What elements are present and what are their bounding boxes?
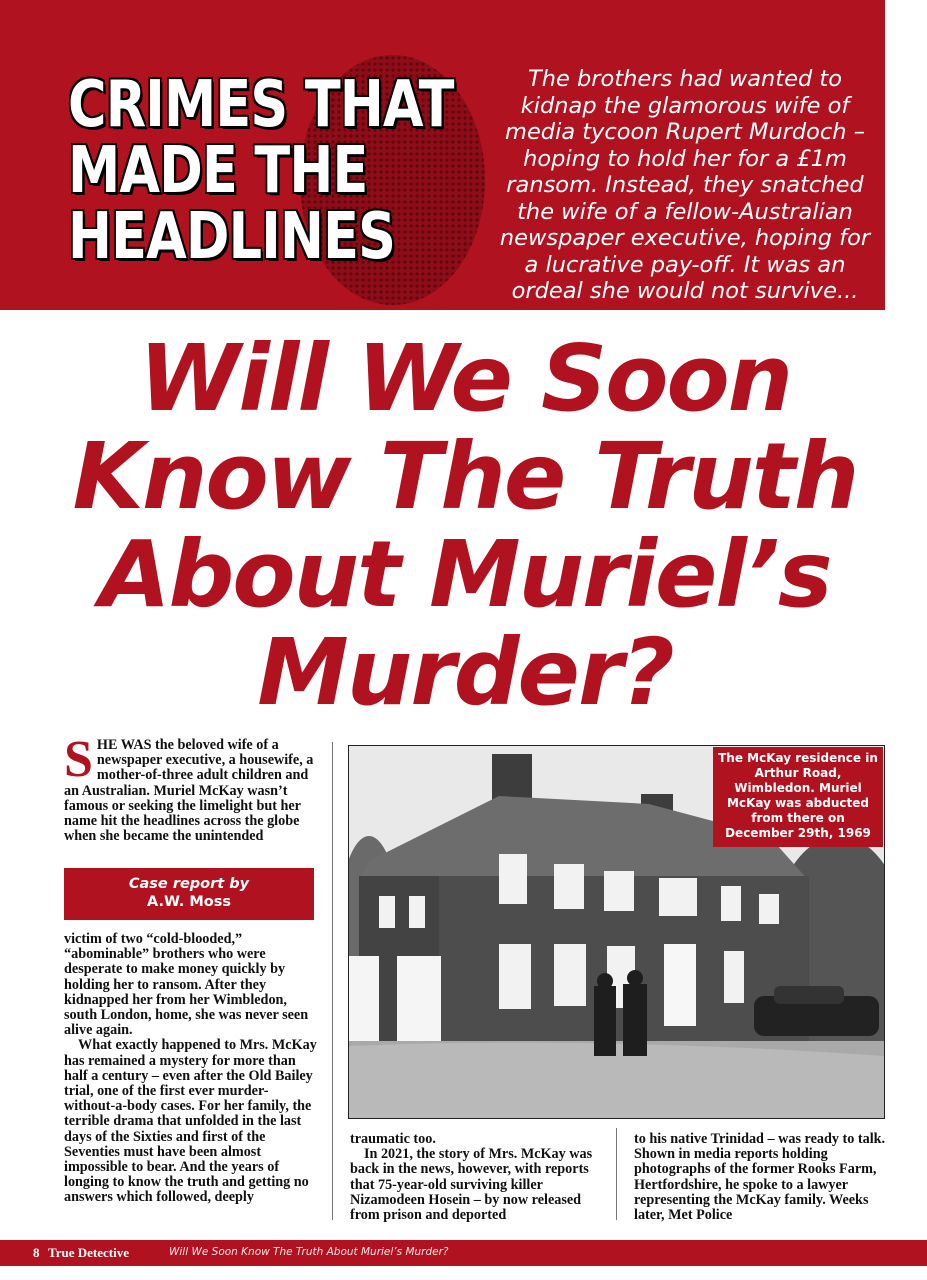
- photo-caption: The McKay residence in Arthur Road, Wimbledon. Muriel McKay was abducted from there on December 29th, 1969: [713, 747, 883, 847]
- page-footer: [0, 1240, 927, 1266]
- byline-author: A.W. Moss: [146, 894, 232, 910]
- column-3: [634, 1132, 886, 1223]
- column-divider: [616, 1128, 617, 1220]
- header-banner: [0, 0, 885, 310]
- kicker-line: CRIMES THAT: [68, 68, 454, 142]
- column-2: [350, 1132, 606, 1223]
- byline-box: [64, 868, 314, 920]
- body-paragraph: to his native Trinidad – was ready to talk. Shown in media reports holding photographs of the former Rooks Farm, Hertfordshire, he spoke to a lawyer representing the McKay family. Weeks later, Met Police: [634, 1131, 886, 1224]
- body-paragraph: victim of two “cold-blooded,” “abominable” brothers who were desperate to make money quickly by holding her to ransom. After they kidnapped her from her Wimbledon, south London, home, she was never seen alive again.: [64, 931, 309, 1039]
- page-number: 8: [33, 1245, 40, 1260]
- headline-line: Will We Soon: [138, 325, 792, 432]
- column-divider: [332, 742, 333, 1220]
- body-paragraph: What exactly happened to Mrs. McKay has remained a mystery for more than half a century – even after the Old Bailey trial, one of the first ever murder-without-a-body cases. For her family, the terrible drama that unfolded in the last days of the Sixties and first of the Seventies must have been almost impossible to bear. And the years of longing to know the truth and getting no answers which followed, deeply: [64, 1037, 317, 1206]
- drop-cap: S: [64, 731, 93, 788]
- body-paragraph: traumatic too.: [350, 1131, 436, 1147]
- column-1-intro: [64, 731, 318, 845]
- kicker-line: MADE THE: [68, 134, 368, 208]
- footer-article-title: Will We Soon Know The Truth About Muriel’s Murder?: [169, 1246, 449, 1258]
- headline-line: Murder?: [257, 619, 673, 726]
- body-paragraph: In 2021, the story of Mrs. McKay was back in the news, however, with reports that 75-year-old surviving killer Nizamodeen Hosein – by now released from prison and deported: [350, 1146, 593, 1224]
- section-kicker: [68, 68, 454, 274]
- byline-label: Case report by: [128, 876, 250, 892]
- article-headline: [20, 325, 910, 726]
- standfirst: The brothers had wanted to kidnap the glamorous wife of media tycoon Rupert Murdoch – hoping to hold her for a £1m ransom. Instead, they snatched the wife of a fellow-Australian newspaper executive, hoping for a lucrative pay-off. It was an ordeal she would not survive...: [499, 66, 871, 304]
- house-photo: [348, 745, 885, 1119]
- column-1-body: [64, 932, 318, 1206]
- headline-line: Know The Truth: [72, 423, 858, 530]
- headline-line: About Muriel’s: [99, 521, 831, 628]
- magazine-name: True Detective: [48, 1245, 129, 1260]
- kicker-line: HEADLINES: [68, 200, 396, 274]
- intro-text: HE WAS the beloved wife of a newspaper executive, a housewife, a mother-of-three adult children and an Australian. Muriel McKay wasn’t famous or seeking the limelight but her name hit the headlines across the globe when she became the unintended: [64, 737, 314, 845]
